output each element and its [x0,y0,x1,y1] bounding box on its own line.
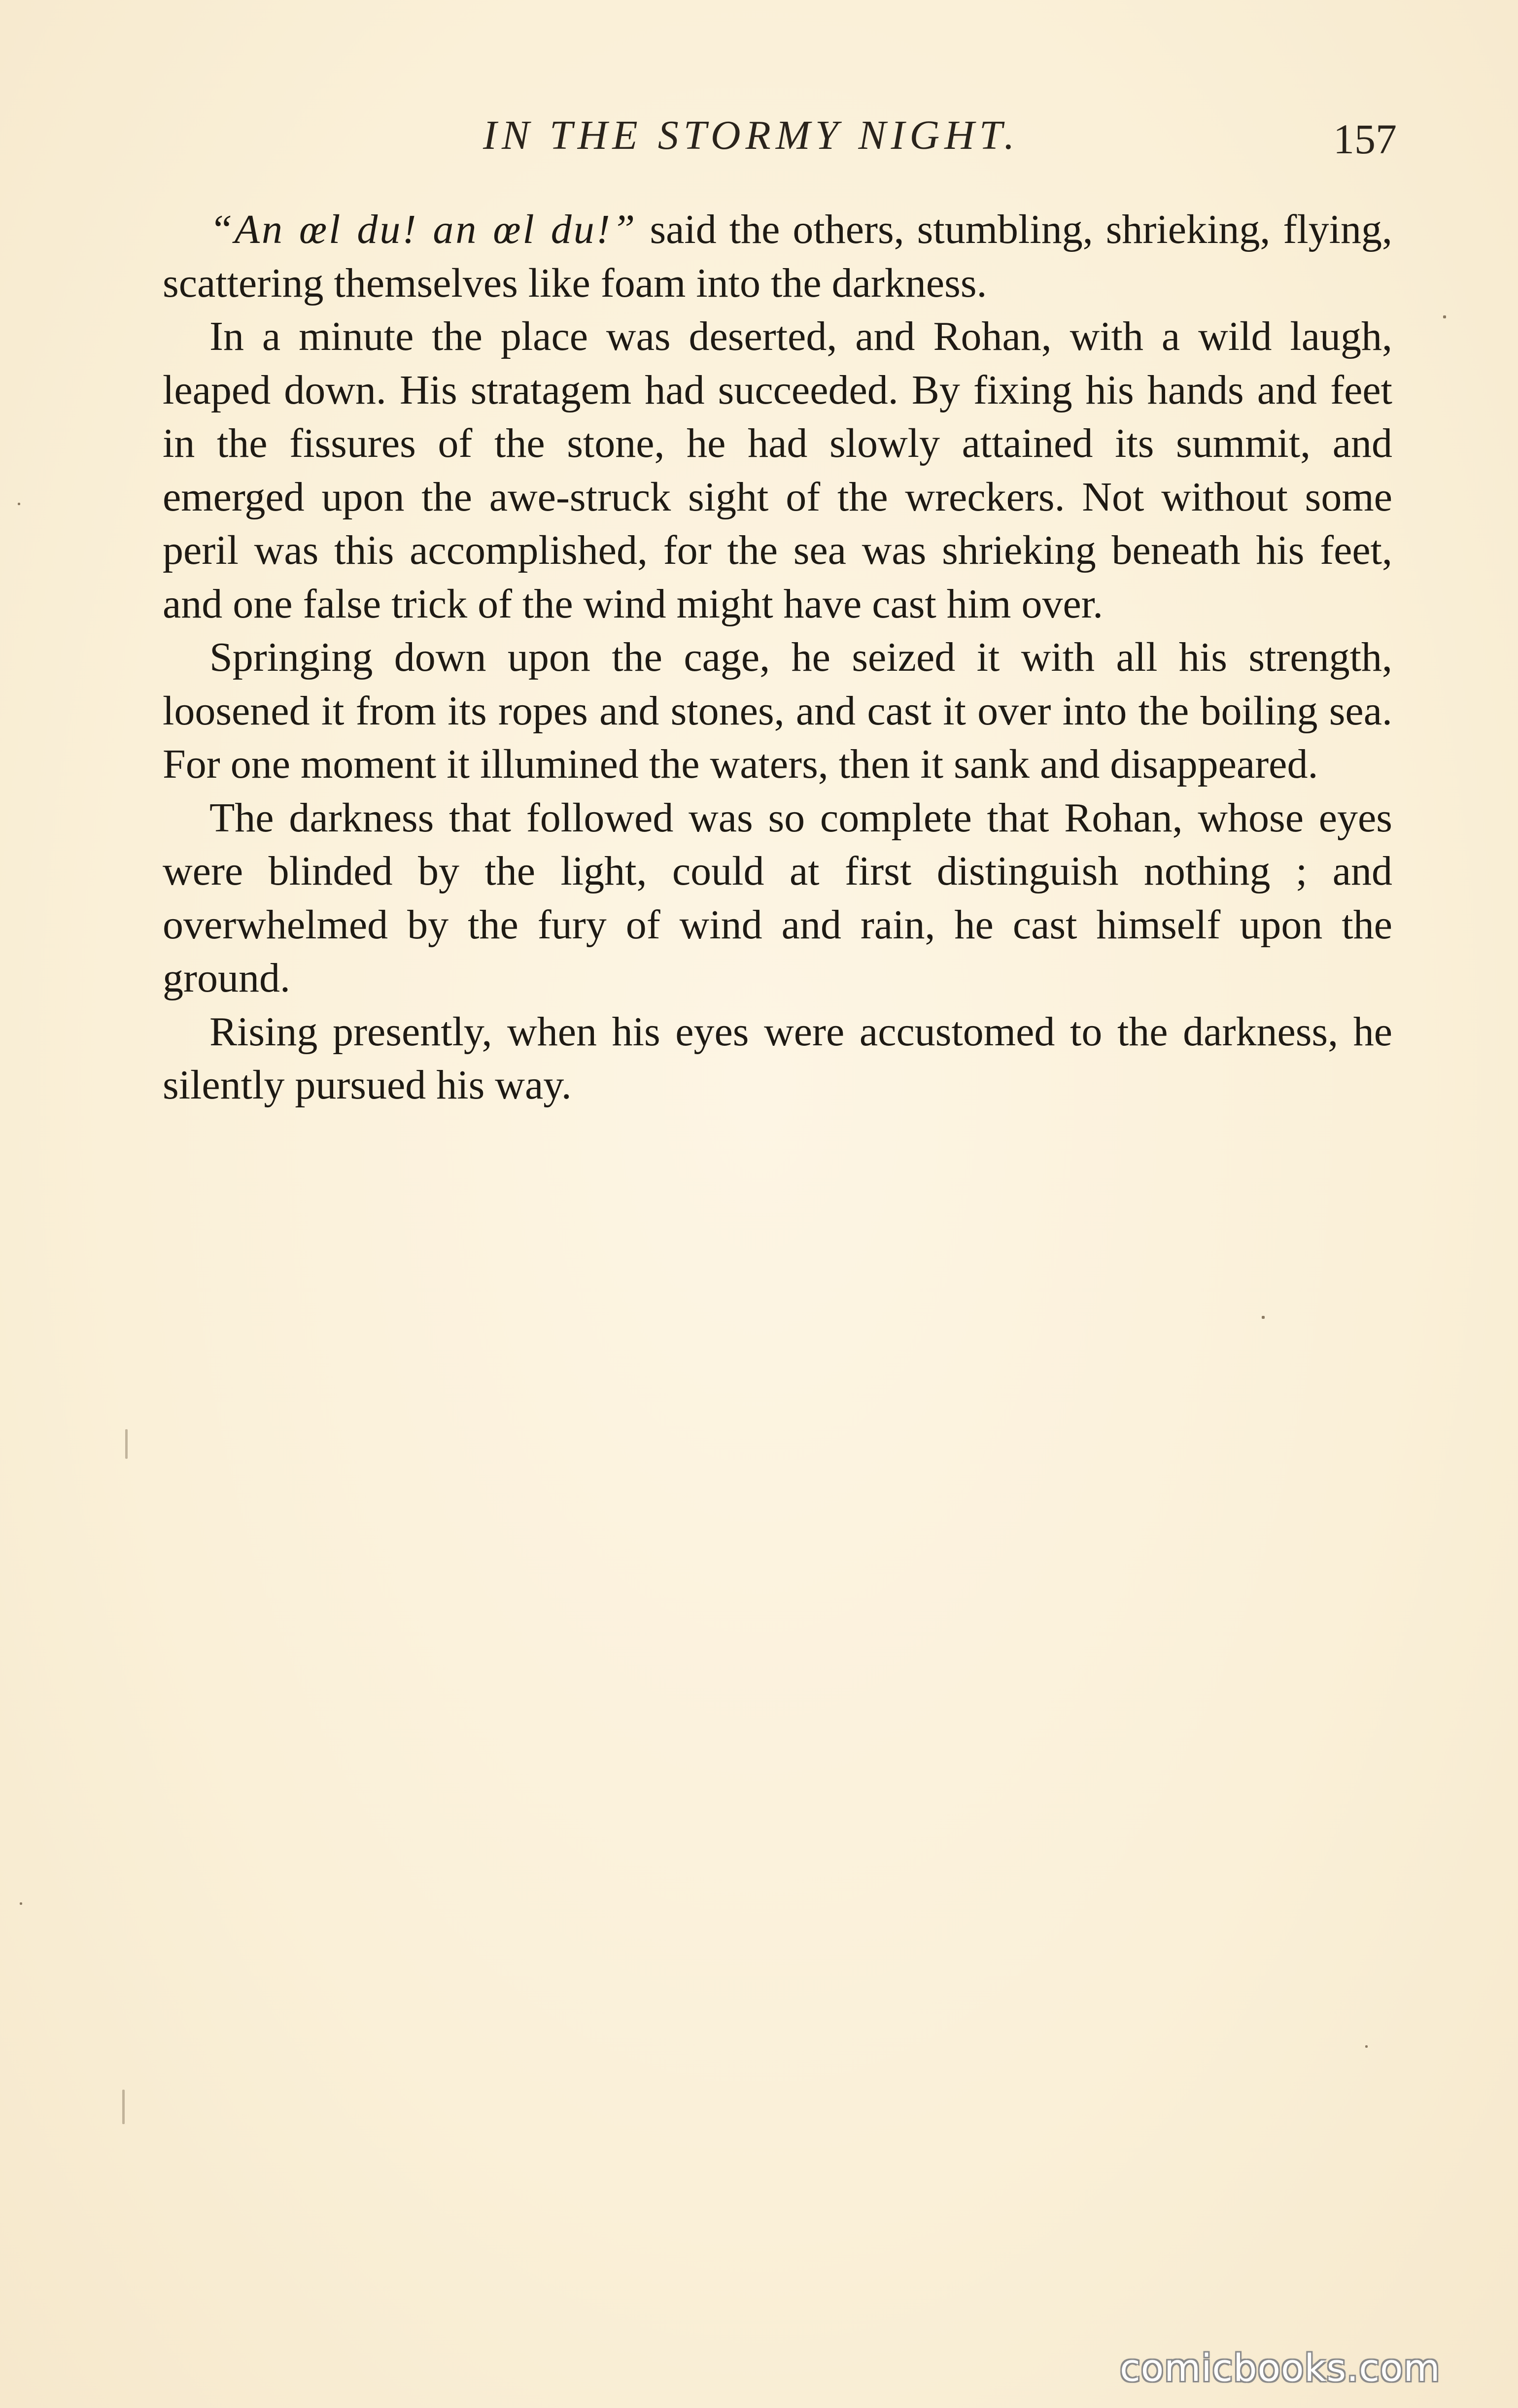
running-title: IN THE STORMY NIGHT. [483,112,1020,158]
paper-speck [18,503,20,505]
paper-speck [1365,2045,1368,2048]
paper-speck [125,1429,128,1459]
paragraph-3: Springing down upon the cage, he seized it with all his strength, loosened it from its ropes and stones, and cast it over into the boiling sea. For one moment it illumined the waters, then it sank and disappeared. [163,634,1392,787]
paper-speck [1443,315,1446,318]
paper-speck [122,2090,125,2124]
body-text [163,203,1392,1112]
paragraph-4: The darkness that followed was so complete that Rohan, whose eyes were blinded by the light, could at first distinguish nothing ; and overwhelmed by the fury of wind and rain, he cast himself upon the ground. [163,794,1392,1001]
paragraph-1-text: said the others, stumbling, shrieking, flying, scattering themselves like foam into the darkness. [163,206,1393,306]
watermark: comicbooks.com [1120,2346,1441,2390]
paragraph-5: Rising presently, when his eyes were accustomed to the darkness, he silently pursued his way. [163,1008,1392,1108]
paragraph-1 [163,203,1392,310]
paper-speck [20,1902,22,1905]
paragraph-2: In a minute the place was deserted, and Rohan, with a wild laugh, leaped down. His stratagem had succeeded. By fixing his hands and feet in the fissures of the stone, he had slowly attained its summit, and emerged upon the awe-struck sight of the wreckers. Not without some peril was this accomplished, for the sea was shrieking beneath his feet, and one false trick of the wind might have cast him over. [163,313,1392,627]
paper-speck [1262,1316,1265,1319]
exclamation-text: “An œl du! an œl du!” [209,206,637,252]
page-number: 157 [1333,115,1397,163]
